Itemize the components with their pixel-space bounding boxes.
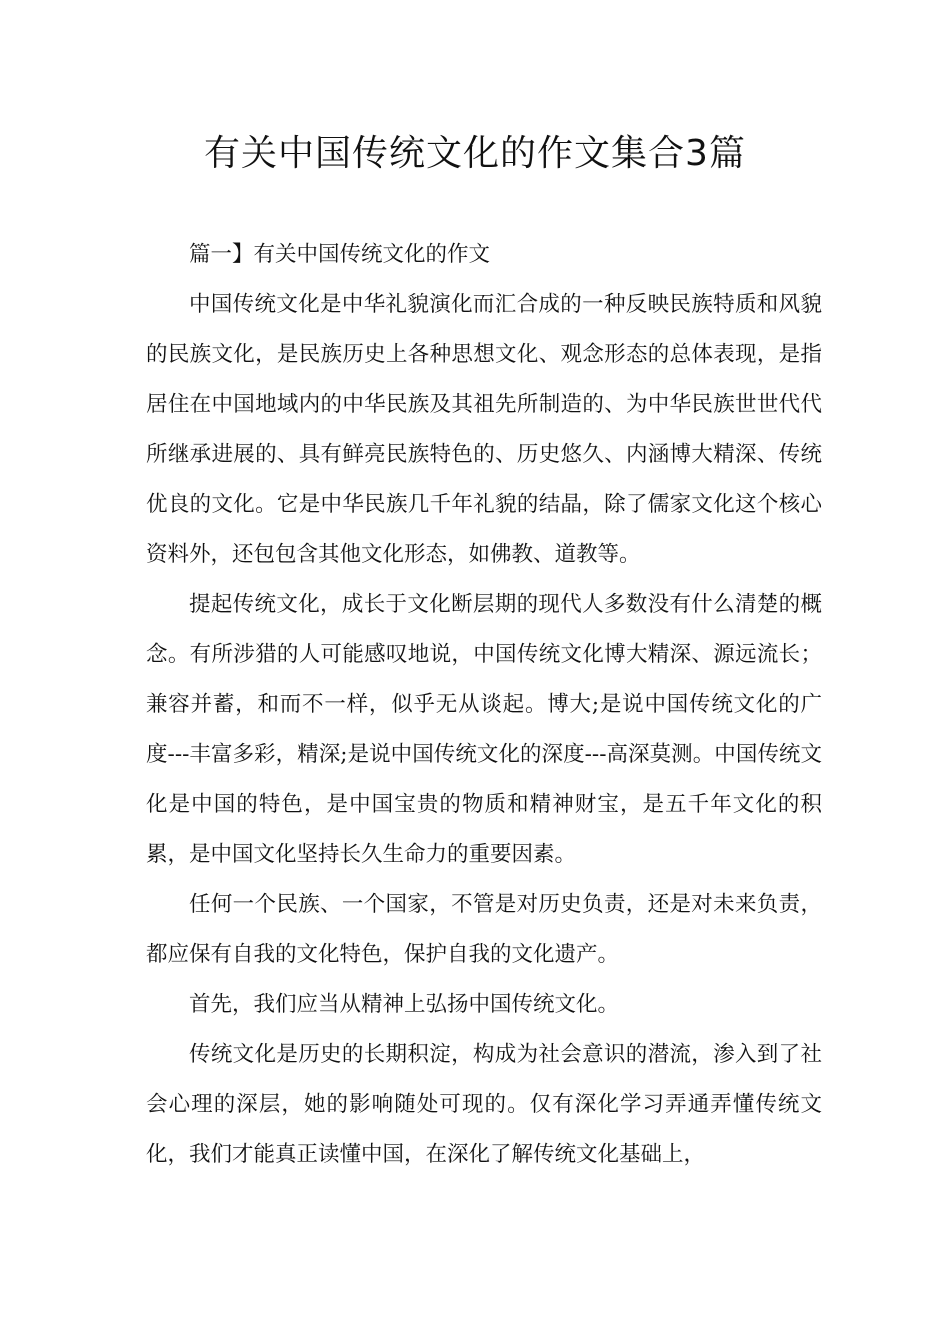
section-heading: 篇一】有关中国传统文化的作文: [189, 242, 491, 267]
paragraph-5: 传统文化是历史的长期积淀，构成为社会意识的潜流，渗入到了社会心理的深层，她的影响随处可现的。仅有深化学习弄通弄懂传统文化，我们才能真正读懂中国，在深化了解传统文化基础上，: [146, 1042, 822, 1167]
document-body: [146, 230, 822, 1180]
paragraph-1: 中国传统文化是中华礼貌演化而汇合成的一种反映民族特质和风貌的民族文化，是民族历史上各种思想文化、观念形态的总体表现，是指居住在中国地域内的中华民族及其祖先所制造的、为中华民族世世代代所继承进展的、具有鲜亮民族特色的、历史悠久、内涵博大精深、传统优良的文化。它是中华民族几千年礼貌的结晶，除了儒家文化这个核心资料外，还包包含其他文化形态，如佛教、道教等。: [146, 292, 822, 567]
paragraph-4: 首先，我们应当从精神上弘扬中国传统文化。: [189, 992, 620, 1017]
paragraph-2: 提起传统文化，成长于文化断层期的现代人多数没有什么清楚的概念。有所涉猎的人可能感叹地说，中国传统文化博大精深、源远流长；兼容并蓄，和而不一样，似乎无从谈起。博大;是说中国传统文化的广度---丰富多彩，精深;是说中国传统文化的深度---高深莫测。中国传统文化是中国的特色，是中国宝贵的物质和精神财宝，是五千年文化的积累，是中国文化坚持长久生命力的重要因素。: [146, 592, 822, 867]
document-title: 有关中国传统文化的作文集合3篇: [204, 133, 746, 174]
paragraph-3: 任何一个民族、一个国家，不管是对历史负责，还是对未来负责，都应保有自我的文化特色，保护自我的文化遗产。: [146, 892, 822, 967]
